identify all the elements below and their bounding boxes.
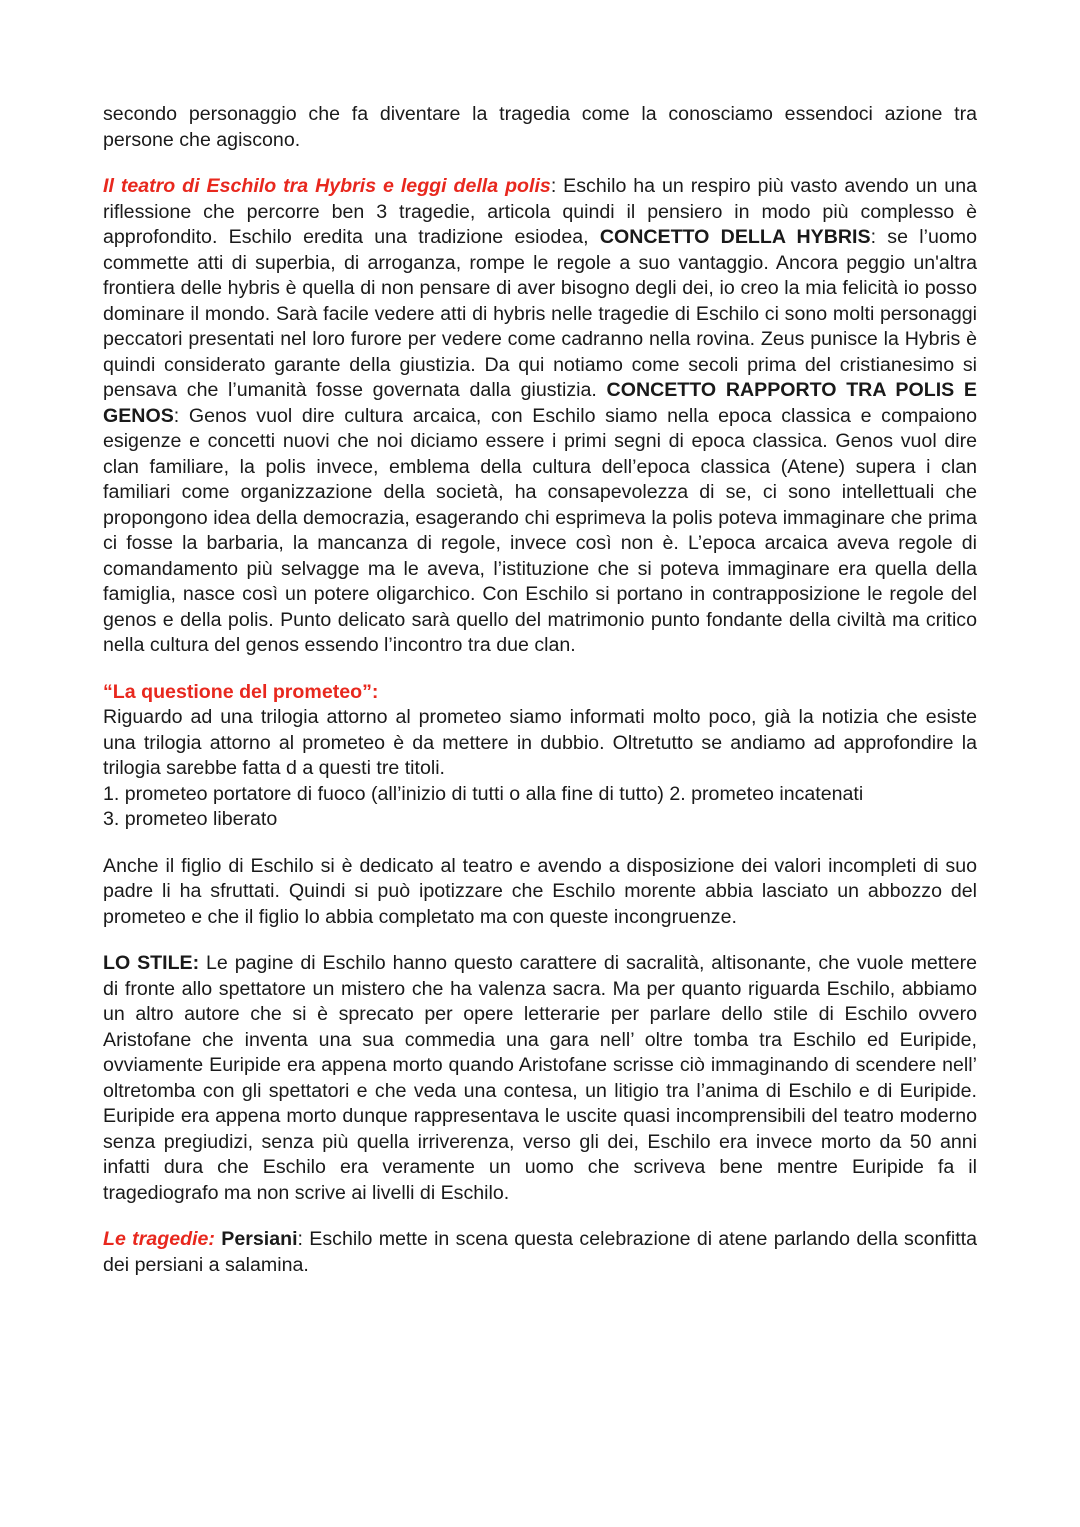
paragraph-hybris-polis [103,174,977,659]
paragraph-tragedie [103,1227,977,1278]
tragedy-title-persiani: Persiani [221,1228,298,1250]
paragraph-stile [103,951,977,1206]
paragraph-text: : se l’uomo commette atti di superbia, di arroganza, rompe le regole a suo vantaggio. Ancora peggio un'altra frontiera delle hybris è quella di non pensare di aver bisogno degli dei, io creo la mia felicità io posso dominare il mondo. Sarà facile vedere atti di hybris nelle tragedie di Eschilo ci sono molti personaggi peccatori presentati nel loro furore per vedere come cadranno nella rovina. Zeus punisce la Hybris è quindi considerato garante della giustizia. Da qui notiamo come secoli prima del cristianesimo si pensava che l’umanità fosse governata dalla giustizia. [103,226,977,401]
paragraph-figlio [103,854,977,931]
paragraph-intro [103,102,977,153]
list-item: 3. prometeo liberato [103,808,278,830]
paragraph-text: Riguardo ad una trilogia attorno al prometeo siamo informati molto poco, già la notizia che esiste una trilogia attorno al prometeo è da mettere in dubbio. Oltretutto se andiamo ad approfondire la trilogia sarebbe fatta d a questi tre titoli. [103,706,977,779]
paragraph-text: : Genos vuol dire cultura arcaica, con Eschilo siamo nella epoca classica e compaiono esigenze e concetti nuovi che noi diciamo essere i primi segni di epoca classica. Genos vuol dire clan familiare, la polis invece, emblema della cultura dell’epoca classica (Atene) supera i clan familiari come organizzazione della società, ha consapevolezza di se, ci sono intellettuali che propongono idea della democrazia, esagerando chi esprimeva la polis poteva immaginare che prima ci fosse la barbaria, la mancanza di regole, invece così non è. L’epoca arcaica aveva regole di comandamento più selvagge ma le aveva, l’istituzione che si poteva immaginare era quella della famiglia, nasce così un potere oligarchico. Con Eschilo si portano in contrapposizione le regole del genos e della polis. Punto delicato sarà quello del matrimonio punto fondante della civiltà ma critico nella cultura del genos essendo l’incontro tra due clan. [103,404,977,656]
list-item: 1. prometeo portatore di fuoco (all’inizio di tutti o alla fine di tutto) 2. prometeo incatenati [103,782,864,805]
paragraph-text: : Eschilo mette in scena questa celebrazione di atene parlando della sconfitta dei persiani a salamina. [103,1228,977,1276]
document-page [103,102,977,1299]
concept-polis-genos: CONCETTO RAPPORTO TRA POLIS E GENOS [103,379,977,427]
section-heading-tragedie: Le tragedie: [103,1228,215,1250]
section-heading-prometeo: “La questione del prometeo”: [103,680,379,703]
paragraph-text: : Eschilo ha un respiro più vasto avendo un una riflessione che percorre ben 3 tragedie, articola quindi il pensiero in modo più complesso è approfondito. Eschilo eredita una tradizione esiodea, [103,175,977,248]
paragraph-text: secondo personaggio che fa diventare la tragedia come la conosciamo essendoci azione tra persone che agiscono. [103,103,977,151]
paragraph-prometeo [103,680,977,833]
concept-hybris: CONCETTO DELLA HYBRIS [599,226,871,248]
paragraph-text: Anche il figlio di Eschilo si è dedicato al teatro e avendo a disposizione dei valori incompleti di suo padre li ha sfruttati. Quindi si può ipotizzare che Eschilo morente abbia lasciato un abbozzo del prometeo e che il figlio lo abbia completato ma con queste incongruenze. [103,854,977,928]
paragraph-text: Le pagine di Eschilo hanno questo carattere di sacralità, altisonante, che vuole mettere di fronte allo spettatore un mistero che ha valenza sacra. Ma per quanto riguarda Eschilo, abbiamo un altro autore che si è sprecato per opere letterarie per parlare dello stile di Eschilo ovvero Aristofane che inventa una sua commedia una gara nell’ oltre tomba tra Eschilo ed Euripide, ovviamente Euripide era appena morto quando Aristofane scrisse ciò immaginando di scendere nell’ oltretomba con gli spettatori e che veda una contesa, un litigio tra l’anima di Eschilo e di Euripide. Euripide era appena morto dunque rappresentava le uscite quasi incomprensibili del teatro moderno senza pregiudizi, senza più quella irriverenza, verso gli dei, Eschilo era invece morto da 50 anni infatti dura che Eschilo era veramente un uomo che scriveva bene mentre Euripide fa il tragediografo ma non scrive ai livelli di Eschilo. [103,952,977,1204]
section-heading-stile: LO STILE: [103,952,200,974]
section-heading-teatro: Il teatro di Eschilo tra Hybris e leggi della polis [103,175,551,197]
